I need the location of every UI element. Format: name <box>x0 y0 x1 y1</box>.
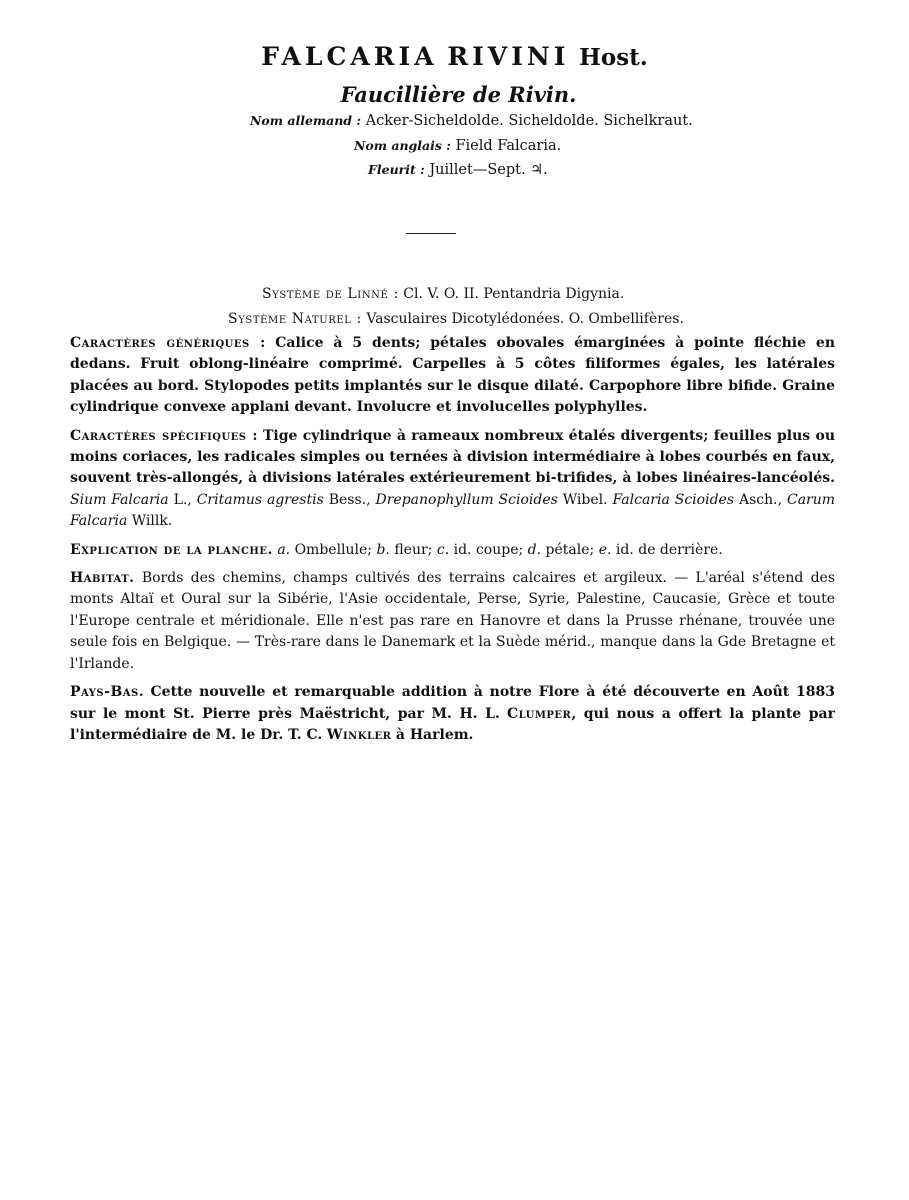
generic-characters-text: Calice à 5 dents; pétales obovales émarginées à pointe fléchie en dedans. Fruit oblong-linéaire comprimé. Carpelles à 5 côtes filiformes égales, les latérales placées au bord. Stylopodes petits implantés sur le disque dilaté. Carpophore libre bifide. Graine cylindrique convexe applani devant. Involucre et involucelles polyphylles. <box>70 335 836 416</box>
habitat-paragraph <box>70 568 835 675</box>
netherlands-label: Pays-Bas. <box>70 684 145 701</box>
french-name: Faucillière de Rivin. <box>340 82 577 107</box>
flowering-value: Juillet—Sept. ♃. <box>429 162 548 178</box>
netherlands-text-3: à Harlem. <box>395 726 474 743</box>
synonym-4-author: Asch., <box>738 491 783 508</box>
species-name: RIVINI <box>447 42 570 71</box>
specific-characters-text: Tige cylindrique à rameaux nombreux étalés divergents; feuilles plus ou moins coriaces, les radicales simples ou ternées à division intermédiaire à lobes courbés en faux, souvent très-allongés, à divisions latérales extérieurement bi-trifides, à lobes linéaires-lancéolés. <box>70 427 836 487</box>
synonym-1: Sium Falcaria <box>70 491 169 508</box>
intermediary-name: Winkler <box>326 726 392 743</box>
plate-key-a-text: Ombellule; <box>294 541 373 558</box>
english-name-line <box>354 138 561 154</box>
plate-key-e-text: id. de derrière. <box>615 541 723 558</box>
collector-name: Clumper <box>506 705 572 722</box>
plate-key-c: c. <box>436 541 450 558</box>
habitat-text: Bords des chemins, champs cultivés des terrains calcaires et argileux. — L'aréal s'étend des monts Altaï et Oural sur la Sibérie, l'Asie occidentale, Perse, Syrie, Palestine, Caucasie, Grèce et toute l'Europe centrale et méridionale. Elle n'est pas rare en Hanovre et dans la Prusse rhénane, trouvée une seule fois en Belgique. — Très-rare dans le Danemark et la Suède mérid., manque dans la Gde Bretagne et l'Irlande. <box>70 570 836 672</box>
english-name-label: Nom anglais : <box>354 138 451 153</box>
synonym-4: Falcaria Scioides <box>612 491 735 508</box>
plate-key-b-text: fleur; <box>394 541 433 558</box>
linne-system-value: Cl. V. O. II. Pentandria Digynia. <box>403 286 625 302</box>
linne-system-label: Système de Linné : <box>262 286 399 302</box>
plate-key-e: e. <box>598 541 612 558</box>
specific-characters-paragraph <box>70 426 835 533</box>
synonym-3: Drepanophyllum Scioides <box>375 491 558 508</box>
flowering-label: Fleurit : <box>368 162 425 177</box>
plate-key-a: a. <box>277 541 291 558</box>
plate-explanation-label: Explication de la planche. <box>70 541 273 558</box>
linne-system-line <box>262 286 624 302</box>
plate-explanation-paragraph <box>70 540 835 561</box>
plate-key-d: d. <box>527 541 542 558</box>
german-name-line <box>250 113 693 129</box>
page-title <box>0 42 909 71</box>
genus-name: FALCARIA <box>261 42 438 71</box>
natural-system-label: Système Naturel : <box>228 311 362 327</box>
natural-system-line <box>228 311 684 327</box>
synonym-2: Critamus agrestis <box>196 491 324 508</box>
synonym-3-author: Wibel. <box>562 491 608 508</box>
specific-characters-label: Caractères spécifiques : <box>70 427 259 444</box>
generic-characters-paragraph <box>70 333 835 419</box>
netherlands-text-2: , qui nous a offert la plante par l'intermédiaire de M. le Dr. T. C. <box>70 705 835 743</box>
habitat-label: Habitat. <box>70 570 135 587</box>
german-name-value: Acker-Sicheldolde. Sicheldolde. Sichelkraut. <box>365 113 693 129</box>
generic-characters-label: Caractères génériques : <box>70 335 266 351</box>
author-abbrev: Host. <box>579 44 648 71</box>
description-body <box>70 333 835 753</box>
divider-rule <box>406 233 456 234</box>
natural-system-value: Vasculaires Dicotylédonées. O. Ombellifères. <box>366 311 684 327</box>
netherlands-paragraph <box>70 682 835 746</box>
english-name-value: Field Falcaria. <box>455 138 562 154</box>
synonym-5: Carum Falcaria <box>70 491 836 530</box>
netherlands-text-1: Cette nouvelle et remarquable addition à notre Flore à été découverte en Août 1883 sur le mont St. Pierre près Maëstricht, par M. H. L. <box>70 684 835 722</box>
german-name-label: Nom allemand : <box>250 113 362 128</box>
flowering-line <box>368 162 548 178</box>
synonym-5-author: Willk. <box>131 513 173 530</box>
synonym-1-author: L., <box>173 491 192 508</box>
plate-key-d-text: pétale; <box>545 541 595 558</box>
synonym-2-author: Bess., <box>328 491 371 508</box>
plate-key-c-text: id. coupe; <box>453 541 524 558</box>
plate-key-b: b. <box>376 541 390 558</box>
